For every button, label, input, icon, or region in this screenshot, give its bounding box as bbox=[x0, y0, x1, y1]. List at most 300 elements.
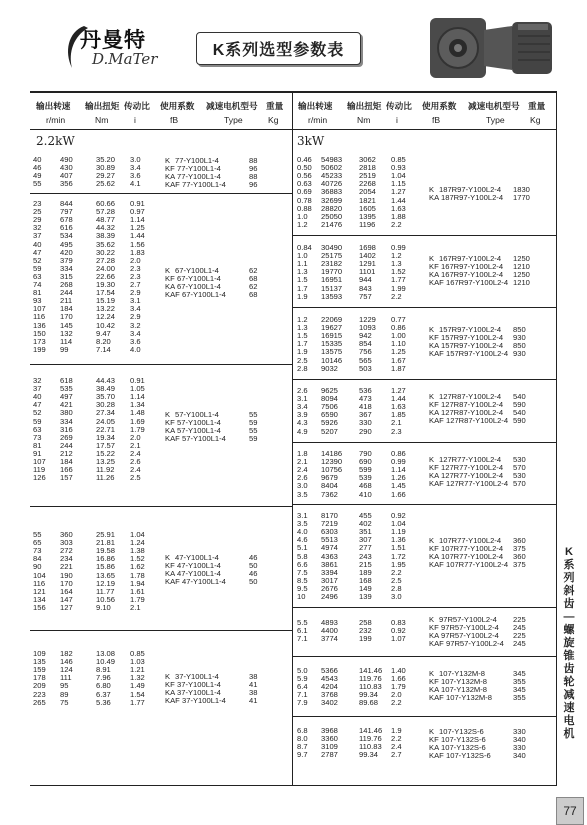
cell-ratio: 1101 bbox=[359, 267, 376, 277]
cell-speed: 1.3 bbox=[297, 323, 308, 333]
type-prefix: KF bbox=[429, 333, 439, 343]
cell-torque: 75 bbox=[60, 697, 69, 707]
type-prefix: KF bbox=[429, 677, 439, 687]
cell-torque: 19627 bbox=[321, 323, 343, 333]
type-prefix: KF bbox=[165, 418, 175, 428]
cell-sf: 0.85 bbox=[391, 155, 406, 164]
side-tab-char: 旋 bbox=[563, 637, 575, 649]
type-model: 157R97-Y100L2-4 bbox=[441, 341, 504, 351]
cell-torque: 99 bbox=[60, 344, 69, 354]
cell-ratio: 24.00 bbox=[96, 263, 116, 273]
cell-sf: 2.2 bbox=[391, 567, 402, 577]
cell-sf: 1.51 bbox=[391, 543, 406, 553]
cell-sf: 1.77 bbox=[391, 275, 406, 285]
cell-ratio: 119.76 bbox=[359, 734, 382, 744]
type-weight: 88 bbox=[249, 156, 258, 165]
cell-torque: 5513 bbox=[321, 535, 338, 545]
cell-ratio: 215 bbox=[359, 559, 372, 569]
cell-ratio: 38.39 bbox=[96, 231, 116, 241]
cell-ratio: 418 bbox=[359, 402, 372, 412]
cell-ratio: 15.22 bbox=[96, 448, 116, 458]
header-ratio: 传动比 bbox=[124, 101, 150, 111]
side-tab-char: 列 bbox=[563, 572, 575, 584]
cell-ratio: 60.66 bbox=[96, 199, 116, 208]
cell-torque: 268 bbox=[60, 280, 73, 289]
cell-ratio: 57.28 bbox=[96, 207, 116, 217]
type-model: 167R97-Y100L2-4 bbox=[441, 270, 504, 280]
cell-speed: 223 bbox=[33, 689, 46, 699]
cell-speed: 4.9 bbox=[297, 426, 308, 436]
cell-sf: 1.44 bbox=[391, 195, 406, 205]
cell-sf: 1.44 bbox=[391, 394, 406, 404]
type-model: 107-Y132S-6 bbox=[439, 727, 484, 736]
cell-speed: 1.2 bbox=[297, 315, 308, 324]
type-prefix: KAF bbox=[429, 278, 444, 288]
cell-speed: 5.0 bbox=[297, 666, 308, 675]
cell-torque: 15137 bbox=[321, 283, 343, 293]
type-weight: 530 bbox=[513, 471, 526, 481]
cell-sf: 2.2 bbox=[391, 734, 402, 744]
brand-name-en: D.MaTer bbox=[92, 50, 158, 68]
cell-ratio: 790 bbox=[359, 449, 372, 458]
cell-sf: 1.10 bbox=[391, 339, 406, 349]
cell-sf: 1.14 bbox=[391, 465, 406, 475]
header-ratio-unit: i bbox=[396, 115, 398, 125]
type-prefix: KA bbox=[165, 569, 176, 579]
type-model: 57-Y100L1-4 bbox=[175, 410, 219, 419]
cell-speed: 5.9 bbox=[297, 674, 308, 684]
header-weight-unit: Kg bbox=[268, 115, 279, 125]
type-prefix: K bbox=[165, 156, 171, 165]
header-speed: 输出转速 bbox=[298, 101, 333, 111]
cell-sf: 1.62 bbox=[130, 562, 145, 572]
series-side-tab bbox=[559, 546, 579, 741]
type-model: 157R97-Y100L2-4 bbox=[439, 325, 502, 334]
cell-ratio: 757 bbox=[359, 291, 372, 301]
type-weight: 345 bbox=[513, 669, 526, 678]
cell-torque: 3968 bbox=[321, 726, 338, 735]
cell-ratio: 13.08 bbox=[96, 649, 116, 658]
cell-torque: 234 bbox=[60, 554, 73, 564]
type-prefix: KF bbox=[429, 544, 439, 554]
cell-sf: 2.7 bbox=[391, 750, 402, 760]
cell-sf: 1.19 bbox=[391, 527, 406, 537]
cell-speed: 9.5 bbox=[297, 583, 308, 593]
cell-speed: 1.0 bbox=[297, 211, 308, 221]
cell-sf: 1.2 bbox=[391, 251, 402, 261]
cell-sf: 2.3 bbox=[130, 271, 141, 281]
cell-torque: 4400 bbox=[321, 626, 338, 636]
type-prefix: KA bbox=[429, 631, 440, 641]
cell-torque: 32699 bbox=[321, 195, 343, 205]
cell-sf: 2.1 bbox=[391, 418, 402, 428]
cell-ratio: 22.71 bbox=[96, 424, 116, 434]
cell-speed: 2.1 bbox=[297, 457, 308, 467]
type-prefix: KF bbox=[165, 164, 175, 174]
cell-torque: 10146 bbox=[321, 355, 343, 365]
side-tab-char: 螺 bbox=[563, 624, 575, 636]
cell-ratio: 2818 bbox=[359, 163, 376, 173]
cell-sf: 3.2 bbox=[130, 320, 141, 330]
cell-ratio: 243 bbox=[359, 551, 372, 561]
cell-sf: 2.2 bbox=[391, 698, 402, 708]
cell-torque: 25175 bbox=[321, 251, 343, 261]
type-model: 187R97-Y100L2-4 bbox=[441, 193, 504, 203]
type-weight: 96 bbox=[249, 164, 258, 174]
type-weight: 355 bbox=[513, 677, 526, 687]
cell-ratio: 351 bbox=[359, 527, 372, 537]
type-model: 77-Y100L1-4 bbox=[177, 172, 221, 182]
cell-ratio: 35.70 bbox=[96, 392, 116, 402]
type-model: 107-Y132S-6 bbox=[446, 751, 491, 761]
type-model: 157R97-Y100L2-4 bbox=[446, 349, 509, 359]
cell-speed: 3.0 bbox=[297, 481, 308, 491]
cell-sf: 2.5 bbox=[391, 575, 402, 585]
group-divider bbox=[293, 307, 556, 308]
cell-sf: 1.04 bbox=[391, 171, 406, 181]
page-number: 77 bbox=[556, 797, 584, 825]
type-prefix: KA bbox=[165, 688, 176, 698]
header-type-unit: Type bbox=[486, 115, 505, 125]
cell-speed: 0.88 bbox=[297, 203, 312, 213]
cell-speed: 91 bbox=[33, 448, 42, 458]
cell-sf: 1.67 bbox=[391, 355, 406, 365]
type-weight: 96 bbox=[249, 180, 258, 190]
type-weight: 355 bbox=[513, 693, 526, 703]
cell-ratio: 944 bbox=[359, 275, 372, 285]
type-weight: 55 bbox=[249, 426, 258, 436]
type-weight: 530 bbox=[513, 455, 526, 464]
cell-speed: 8.7 bbox=[297, 742, 308, 752]
cell-speed: 0.46 bbox=[297, 155, 312, 164]
cell-torque: 9032 bbox=[321, 363, 338, 373]
type-weight: 850 bbox=[513, 325, 526, 334]
cell-speed: 0.78 bbox=[297, 195, 312, 205]
cell-torque: 16915 bbox=[321, 331, 343, 341]
cell-sf: 1.34 bbox=[130, 400, 145, 410]
type-prefix: KA bbox=[429, 193, 440, 203]
type-weight: 59 bbox=[249, 418, 258, 428]
type-model: 97R57-Y100L2-4 bbox=[439, 615, 497, 624]
cell-sf: 1.78 bbox=[130, 570, 145, 580]
cell-torque: 844 bbox=[60, 199, 73, 208]
cell-ratio: 99.34 bbox=[359, 690, 379, 700]
cell-sf: 1.45 bbox=[391, 481, 406, 491]
cell-ratio: 1698 bbox=[359, 243, 376, 252]
side-tab-char: 齿 bbox=[563, 663, 575, 675]
cell-torque: 111 bbox=[60, 673, 72, 683]
cell-speed: 5.5 bbox=[297, 618, 308, 627]
cell-speed: 6.1 bbox=[297, 626, 308, 636]
cell-torque: 797 bbox=[60, 207, 73, 217]
type-prefix: KAF bbox=[165, 434, 180, 444]
cell-torque: 534 bbox=[60, 231, 73, 241]
cell-speed: 40 bbox=[33, 392, 42, 402]
cell-speed: 52 bbox=[33, 255, 42, 265]
cell-torque: 303 bbox=[60, 538, 73, 548]
cell-speed: 49 bbox=[33, 171, 42, 181]
cell-speed: 29 bbox=[33, 215, 42, 225]
cell-ratio: 10.42 bbox=[96, 320, 116, 330]
cell-ratio: 199 bbox=[359, 634, 372, 644]
cell-torque: 3394 bbox=[321, 567, 338, 577]
cell-sf: 2.4 bbox=[130, 448, 141, 458]
header-torque-unit: Nm bbox=[95, 115, 109, 125]
cell-torque: 4893 bbox=[321, 618, 338, 627]
header-type: 减速电机型号 bbox=[468, 101, 520, 111]
type-model: 97R57-Y100L2-4 bbox=[441, 623, 499, 633]
cell-ratio: 30.22 bbox=[96, 247, 116, 257]
cell-torque: 7362 bbox=[321, 489, 338, 499]
type-weight: 68 bbox=[249, 290, 258, 300]
cell-speed: 3.4 bbox=[297, 402, 308, 412]
cell-speed: 4.0 bbox=[297, 527, 308, 537]
type-model: 127R87-Y100L2-4 bbox=[446, 416, 509, 426]
type-prefix: KAF bbox=[165, 180, 180, 190]
cell-sf: 3.6 bbox=[130, 336, 141, 346]
cell-sf: 1.94 bbox=[130, 578, 145, 588]
cell-sf: 1.61 bbox=[130, 586, 145, 596]
side-tab-char: 斜 bbox=[563, 585, 575, 597]
left-power-label: 2.2kW bbox=[36, 134, 75, 148]
header-sf-unit: fB bbox=[170, 115, 179, 125]
cell-sf: 2.9 bbox=[130, 288, 141, 298]
cell-torque: 95 bbox=[60, 681, 69, 691]
type-weight: 345 bbox=[513, 685, 526, 695]
cell-torque: 5926 bbox=[321, 418, 338, 428]
cell-ratio: 12.19 bbox=[96, 578, 116, 588]
cell-sf: 1.66 bbox=[391, 674, 406, 684]
type-model: 107R77-Y100L2-4 bbox=[441, 552, 504, 562]
cell-ratio: 565 bbox=[359, 355, 372, 365]
side-tab-char: 齿 bbox=[563, 598, 575, 610]
type-model: 97R57-Y100L2-4 bbox=[446, 639, 504, 649]
type-prefix: KF bbox=[165, 274, 175, 284]
cell-speed: 8.0 bbox=[297, 734, 308, 744]
cell-torque: 618 bbox=[60, 376, 73, 385]
cell-ratio: 149 bbox=[359, 583, 372, 593]
cell-ratio: 10.56 bbox=[96, 594, 116, 604]
type-model: 107-Y132S-6 bbox=[441, 735, 486, 745]
type-weight: 340 bbox=[513, 751, 526, 761]
cell-ratio: 48.77 bbox=[96, 215, 116, 225]
cell-speed: 116 bbox=[33, 312, 46, 322]
cell-speed: 47 bbox=[33, 247, 42, 257]
cell-sf: 2.2 bbox=[391, 291, 402, 301]
group-divider bbox=[30, 630, 292, 631]
cell-ratio: 942 bbox=[359, 331, 372, 341]
cell-ratio: 1229 bbox=[359, 315, 376, 324]
cell-ratio: 29.27 bbox=[96, 171, 116, 181]
type-model: 47-Y100L1-4 bbox=[182, 577, 226, 587]
type-weight: 225 bbox=[513, 631, 526, 641]
cell-torque: 420 bbox=[60, 247, 73, 257]
type-weight: 38 bbox=[249, 672, 258, 681]
cell-speed: 46 bbox=[33, 163, 42, 173]
type-model: 167R97-Y100L2-4 bbox=[441, 262, 504, 272]
cell-speed: 199 bbox=[33, 344, 46, 354]
side-tab-char: 锥 bbox=[563, 650, 575, 662]
type-weight: 62 bbox=[249, 282, 258, 292]
cell-ratio: 35.20 bbox=[96, 155, 116, 164]
type-prefix: KF bbox=[429, 623, 439, 633]
cell-speed: 8.5 bbox=[297, 575, 308, 585]
brand-name-cn: 丹曼特 bbox=[80, 27, 146, 52]
type-weight: 1830 bbox=[513, 185, 530, 194]
cell-speed: 25 bbox=[33, 207, 42, 217]
cell-speed: 2.6 bbox=[297, 473, 308, 483]
cell-ratio: 11.26 bbox=[96, 473, 115, 483]
cell-speed: 3.1 bbox=[297, 394, 308, 404]
cell-ratio: 843 bbox=[359, 283, 372, 293]
cell-speed: 10 bbox=[297, 592, 306, 601]
cell-torque: 182 bbox=[60, 649, 73, 658]
cell-ratio: 11.92 bbox=[96, 465, 115, 475]
type-prefix: KAF bbox=[165, 290, 180, 300]
cell-ratio: 17.57 bbox=[96, 440, 116, 450]
cell-speed: 81 bbox=[33, 440, 42, 450]
cell-sf: 1.77 bbox=[130, 697, 145, 707]
cell-torque: 6303 bbox=[321, 527, 338, 537]
type-weight: 1250 bbox=[513, 270, 530, 280]
type-model: 127R77-Y100L2-4 bbox=[441, 463, 504, 473]
cell-torque: 407 bbox=[60, 171, 73, 181]
type-prefix: KA bbox=[165, 282, 176, 292]
type-model: 107R77-Y100L2-4 bbox=[446, 560, 509, 570]
type-prefix: KF bbox=[165, 680, 175, 690]
type-prefix: KAF bbox=[165, 577, 180, 587]
type-weight: 570 bbox=[513, 479, 526, 489]
cell-sf: 1.44 bbox=[130, 231, 145, 241]
cell-torque: 2676 bbox=[321, 583, 338, 593]
group-divider bbox=[293, 379, 556, 380]
cell-torque: 316 bbox=[60, 424, 73, 434]
cell-torque: 430 bbox=[60, 163, 73, 173]
cell-sf: 1.63 bbox=[391, 402, 406, 412]
type-prefix: KA bbox=[429, 408, 440, 418]
type-weight: 375 bbox=[513, 560, 526, 570]
cell-speed: 74 bbox=[33, 280, 42, 289]
type-prefix: K bbox=[429, 185, 435, 194]
cell-torque: 8170 bbox=[321, 511, 338, 520]
table-center-divider bbox=[292, 92, 293, 785]
cell-speed: 173 bbox=[33, 336, 46, 346]
cell-speed: 1.7 bbox=[297, 339, 308, 349]
cell-ratio: 17.54 bbox=[96, 288, 116, 298]
cell-torque: 89 bbox=[60, 689, 69, 699]
type-model: 127R87-Y100L2-4 bbox=[441, 400, 504, 410]
side-tab-char: — bbox=[563, 611, 575, 623]
cell-ratio: 10.49 bbox=[96, 657, 116, 667]
cell-speed: 37 bbox=[33, 384, 42, 394]
cell-speed: 63 bbox=[33, 424, 42, 434]
cell-sf: 1.00 bbox=[391, 331, 406, 341]
cell-sf: 1.05 bbox=[130, 384, 145, 394]
cell-ratio: 599 bbox=[359, 465, 372, 475]
cell-ratio: 473 bbox=[359, 394, 372, 404]
type-weight: 225 bbox=[513, 615, 526, 624]
cell-sf: 1.04 bbox=[130, 530, 145, 539]
cell-torque: 147 bbox=[60, 594, 73, 604]
cell-ratio: 110.83 bbox=[359, 682, 382, 692]
header-speed-unit: r/min bbox=[46, 115, 66, 125]
cell-speed: 3.5 bbox=[297, 489, 308, 499]
type-weight: 540 bbox=[513, 392, 526, 401]
type-prefix: KF bbox=[165, 561, 175, 571]
cell-ratio: 12.24 bbox=[96, 312, 116, 322]
cell-torque: 495 bbox=[60, 239, 73, 249]
type-model: 127R87-Y100L2-4 bbox=[441, 408, 504, 418]
type-weight: 46 bbox=[249, 553, 258, 562]
cell-ratio: 141.46 bbox=[359, 726, 383, 735]
cell-ratio: 15.19 bbox=[96, 296, 116, 306]
cell-sf: 3.0 bbox=[130, 155, 141, 164]
cell-sf: 1.26 bbox=[391, 473, 406, 483]
type-model: 77-Y100L1-4 bbox=[175, 156, 219, 165]
cell-sf: 2.3 bbox=[391, 426, 402, 436]
header-ratio-unit: i bbox=[134, 115, 136, 125]
side-tab-char: 减 bbox=[563, 689, 575, 701]
cell-speed: 32 bbox=[33, 223, 42, 233]
cell-ratio: 503 bbox=[359, 363, 372, 373]
cell-speed: 23 bbox=[33, 199, 42, 208]
cell-sf: 1.27 bbox=[391, 386, 406, 395]
cell-torque: 360 bbox=[60, 530, 73, 539]
cell-speed: 1.5 bbox=[297, 275, 308, 285]
type-prefix: KAF bbox=[429, 416, 444, 426]
cell-torque: 19770 bbox=[321, 267, 343, 277]
cell-speed: 134 bbox=[33, 594, 46, 604]
cell-speed: 90 bbox=[33, 562, 42, 572]
type-model: 107-Y132M-8 bbox=[446, 693, 493, 703]
cell-ratio: 690 bbox=[359, 457, 372, 467]
cell-ratio: 468 bbox=[359, 481, 372, 491]
cell-torque: 678 bbox=[60, 215, 73, 225]
cell-speed: 104 bbox=[33, 570, 46, 580]
cell-sf: 1.07 bbox=[391, 634, 406, 644]
cell-ratio: 16.86 bbox=[96, 554, 116, 564]
cell-sf: 1.52 bbox=[391, 267, 406, 277]
cell-sf: 1.27 bbox=[391, 187, 406, 197]
cell-sf: 1.54 bbox=[130, 689, 145, 699]
type-model: 97R57-Y100L2-4 bbox=[441, 631, 499, 641]
type-model: 107-Y132M-8 bbox=[441, 677, 488, 687]
type-weight: 360 bbox=[513, 552, 526, 562]
type-prefix: K bbox=[429, 669, 435, 678]
cell-ratio: 6.37 bbox=[96, 689, 111, 699]
header-sf: 使用系数 bbox=[422, 101, 457, 111]
cell-torque: 356 bbox=[60, 179, 73, 189]
type-prefix: KA bbox=[429, 743, 440, 753]
type-weight: 50 bbox=[249, 561, 258, 571]
cell-speed: 84 bbox=[33, 554, 42, 564]
type-prefix: K bbox=[429, 325, 435, 334]
group-divider bbox=[293, 504, 556, 505]
cell-speed: 1.5 bbox=[297, 331, 308, 341]
cell-sf: 1.63 bbox=[391, 203, 406, 213]
type-prefix: KA bbox=[165, 172, 176, 182]
cell-sf: 1.79 bbox=[130, 424, 145, 434]
cell-speed: 1.0 bbox=[297, 251, 308, 261]
group-divider bbox=[293, 656, 556, 657]
cell-ratio: 19.30 bbox=[96, 280, 116, 289]
type-model: 157R97-Y100L2-4 bbox=[441, 333, 504, 343]
cell-sf: 3.6 bbox=[130, 171, 141, 181]
cell-torque: 212 bbox=[60, 448, 73, 458]
side-tab-char: 轮 bbox=[563, 676, 575, 688]
cell-torque: 8404 bbox=[321, 481, 338, 491]
cell-torque: 221 bbox=[60, 562, 73, 572]
